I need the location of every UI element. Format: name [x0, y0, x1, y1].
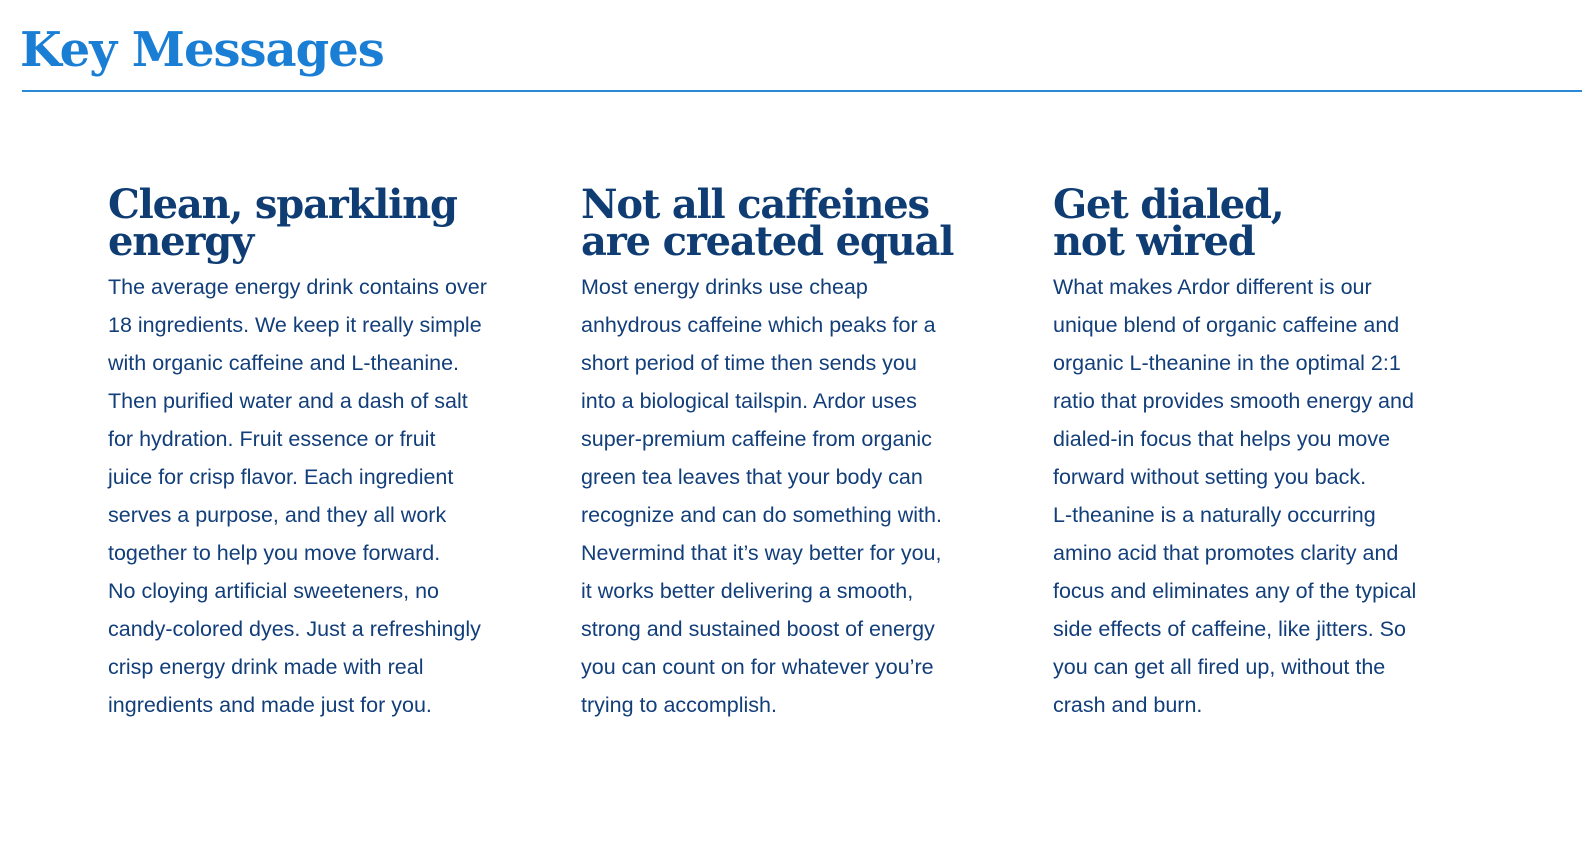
- body-line: you can count on for whatever you’re: [581, 655, 934, 679]
- body-line: anhydrous caffeine which peaks for a: [581, 313, 936, 337]
- column-body: [108, 268, 548, 724]
- column-heading: [581, 181, 1021, 265]
- body-line: forward without setting you back.: [1053, 465, 1367, 489]
- body-line: Nevermind that it’s way better for you,: [581, 541, 942, 565]
- body-line: super-premium caffeine from organic: [581, 427, 932, 451]
- message-column-caffeines: [581, 181, 1021, 724]
- body-line: juice for crisp flavor. Each ingredient: [108, 465, 454, 489]
- column-body: [581, 268, 1021, 724]
- body-line: for hydration. Fruit essence or fruit: [108, 427, 436, 451]
- column-heading: [108, 181, 548, 265]
- heading-line: Not all caffeines: [581, 181, 929, 228]
- body-line: What makes Ardor different is our: [1053, 275, 1372, 299]
- title-divider: [22, 90, 1582, 92]
- body-line: together to help you move forward.: [108, 541, 441, 565]
- body-line: recognize and can do something with.: [581, 503, 942, 527]
- message-column-clean-energy: [108, 181, 548, 724]
- column-body: [1053, 268, 1493, 724]
- heading-line: Get dialed,: [1053, 181, 1284, 228]
- body-line: green tea leaves that your body can: [581, 465, 923, 489]
- body-line: L-theanine is a naturally occurring: [1053, 503, 1376, 527]
- body-line: No cloying artificial sweeteners, no: [108, 579, 440, 603]
- body-line: crash and burn.: [1053, 693, 1203, 717]
- body-line: ratio that provides smooth energy and: [1053, 389, 1414, 413]
- body-line: organic L-theanine in the optimal 2:1: [1053, 351, 1401, 375]
- body-line: short period of time then sends you: [581, 351, 917, 375]
- body-line: crisp energy drink made with real: [108, 655, 424, 679]
- body-line: dialed-in focus that helps you move: [1053, 427, 1391, 451]
- body-line: trying to accomplish.: [581, 693, 777, 717]
- body-line: unique blend of organic caffeine and: [1053, 313, 1400, 337]
- body-line: The average energy drink contains over: [108, 275, 487, 299]
- message-column-get-dialed: [1053, 181, 1493, 724]
- heading-line: are created equal: [581, 218, 954, 265]
- body-line: 18 ingredients. We keep it really simple: [108, 313, 482, 337]
- body-line: you can get all fired up, without the: [1053, 655, 1386, 679]
- heading-line: Clean, sparkling: [108, 181, 457, 228]
- body-line: with organic caffeine and L-theanine.: [108, 351, 460, 375]
- body-line: it works better delivering a smooth,: [581, 579, 914, 603]
- body-line: into a biological tailspin. Ardor uses: [581, 389, 917, 413]
- heading-line: energy: [108, 218, 254, 265]
- column-heading: [1053, 181, 1493, 265]
- body-line: side effects of caffeine, like jitters. So: [1053, 617, 1406, 641]
- body-line: strong and sustained boost of energy: [581, 617, 935, 641]
- body-line: serves a purpose, and they all work: [108, 503, 447, 527]
- body-line: Then purified water and a dash of salt: [108, 389, 468, 413]
- body-line: ingredients and made just for you.: [108, 693, 432, 717]
- body-line: amino acid that promotes clarity and: [1053, 541, 1399, 565]
- body-line: Most energy drinks use cheap: [581, 275, 868, 299]
- page-title: Key Messages: [20, 22, 384, 78]
- heading-line: not wired: [1053, 218, 1255, 265]
- body-line: candy-colored dyes. Just a refreshingly: [108, 617, 481, 641]
- body-line: focus and eliminates any of the typical: [1053, 579, 1417, 603]
